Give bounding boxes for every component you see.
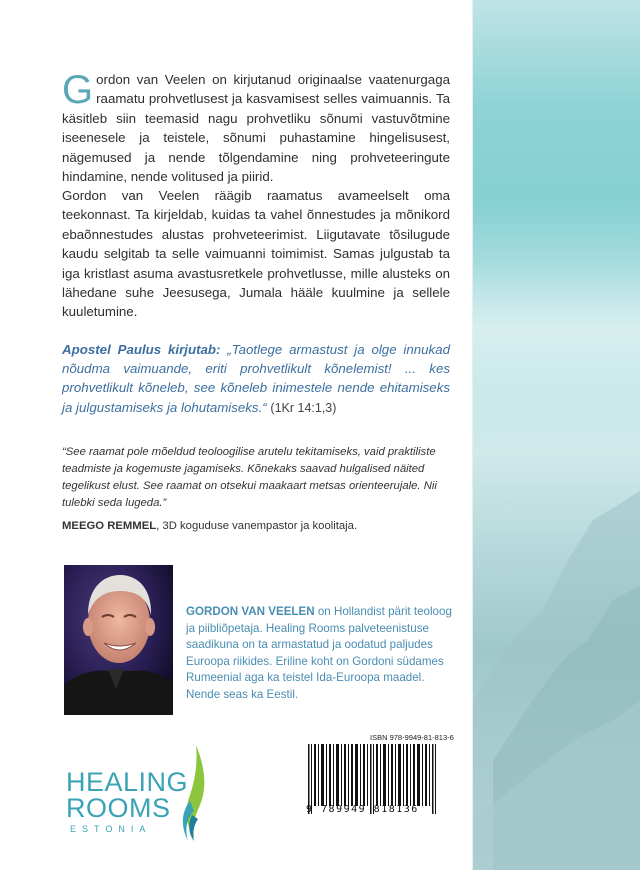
logo-text-line-1: HEALING [66, 767, 189, 797]
description-paragraph-1 [62, 70, 450, 186]
logo-text-line-3: ESTONIA [70, 824, 152, 834]
testimonial-author-title: , 3D koguduse vanempastor ja koolitaja. [156, 520, 358, 532]
quote-reference: (1Kr 14:1,3) [270, 400, 337, 415]
isbn-number: ISBN 978-9949-81-813-6 [370, 733, 454, 742]
testimonial-text: “See raamat pole mõeldud teoloogilise arutelu tekitamiseks, vaid praktiliste teadmiste ja kogemuste jagamiseks. Kõnekaks saavad hulgalised näited tegelikust elust. See raamat on otsekui maakaart metsas orienteerujale. Nii tulebki seda lugeda.” [62, 446, 437, 509]
description-paragraph-1-text: ordon van Veelen on kirjutanud originaalse vaatenurgaga raamatu prohvetlusest ja kasvamisest selles vaimuannis. Ta käsitleb siin teemasid nagu prohvetliku sõnumi vastuvõtmine iseenesele ja teistele, sõnumi puhastamine hingelisusest, nägemused ja nende tõlgendamine ning prohveteeringute hindamine, nende volitused ja piirid. [62, 72, 450, 185]
author-bio-text: on Hollandist pärit teoloog ja piibliõpetaja. Healing Rooms palveteenistuse saadikuna on ta armastatud ja oodatud paljudes Euroopa riikides. Eriline koht on Gordoni südames Rumeenial aga ka teistel Ida-Euroopa maadel. Nende seas ka Eestil. [186, 605, 452, 701]
quote-lead: Apostel Paulus kirjutab: [62, 342, 221, 357]
decorative-sky-panel [472, 0, 640, 870]
testimonial-author [62, 520, 462, 532]
quote-text: „Taotlege armastust ja olge innukad nõudma vaimuande, eriti prohvetlikult kõnelemist! ... kes prohvetlikult kõneleb, see kõneleb inimestele nende ehitamiseks ja julgustamiseks ja lohutamiseks.“ [62, 342, 450, 415]
barcode-digits: 9 789949 818136 [306, 804, 419, 815]
description-paragraph-2: Gordon van Veelen räägib raamatus avameelselt oma teekonnast. Ta kirjeldab, kuidas ta vahel õnnestudes ja mõnikord ebaõnnestudes alustas prohveteerimist. Liigutavate tõsilugude kaudu selgitab ta selle vaimuanni toimimist. Samas julgustab ta iga kristlast asuma avastusretkele prohvetlusse, mille alusteks on lähedane suhe Jeesusega, Jumala hääle kuulmine ja sellele kuuletumine. [62, 188, 450, 320]
testimonial-author-name: MEEGO REMMEL [62, 520, 157, 532]
author-name: GORDON VAN VEELEN [186, 605, 315, 618]
scripture-quote [62, 340, 450, 418]
author-photo [64, 565, 173, 715]
logo-text-line-2: ROOMS [66, 793, 171, 823]
drop-cap: G [62, 68, 94, 112]
mountain-illustration [473, 0, 640, 870]
healing-rooms-logo [66, 745, 226, 845]
author-bio [186, 604, 456, 704]
flame-icon [174, 745, 214, 845]
